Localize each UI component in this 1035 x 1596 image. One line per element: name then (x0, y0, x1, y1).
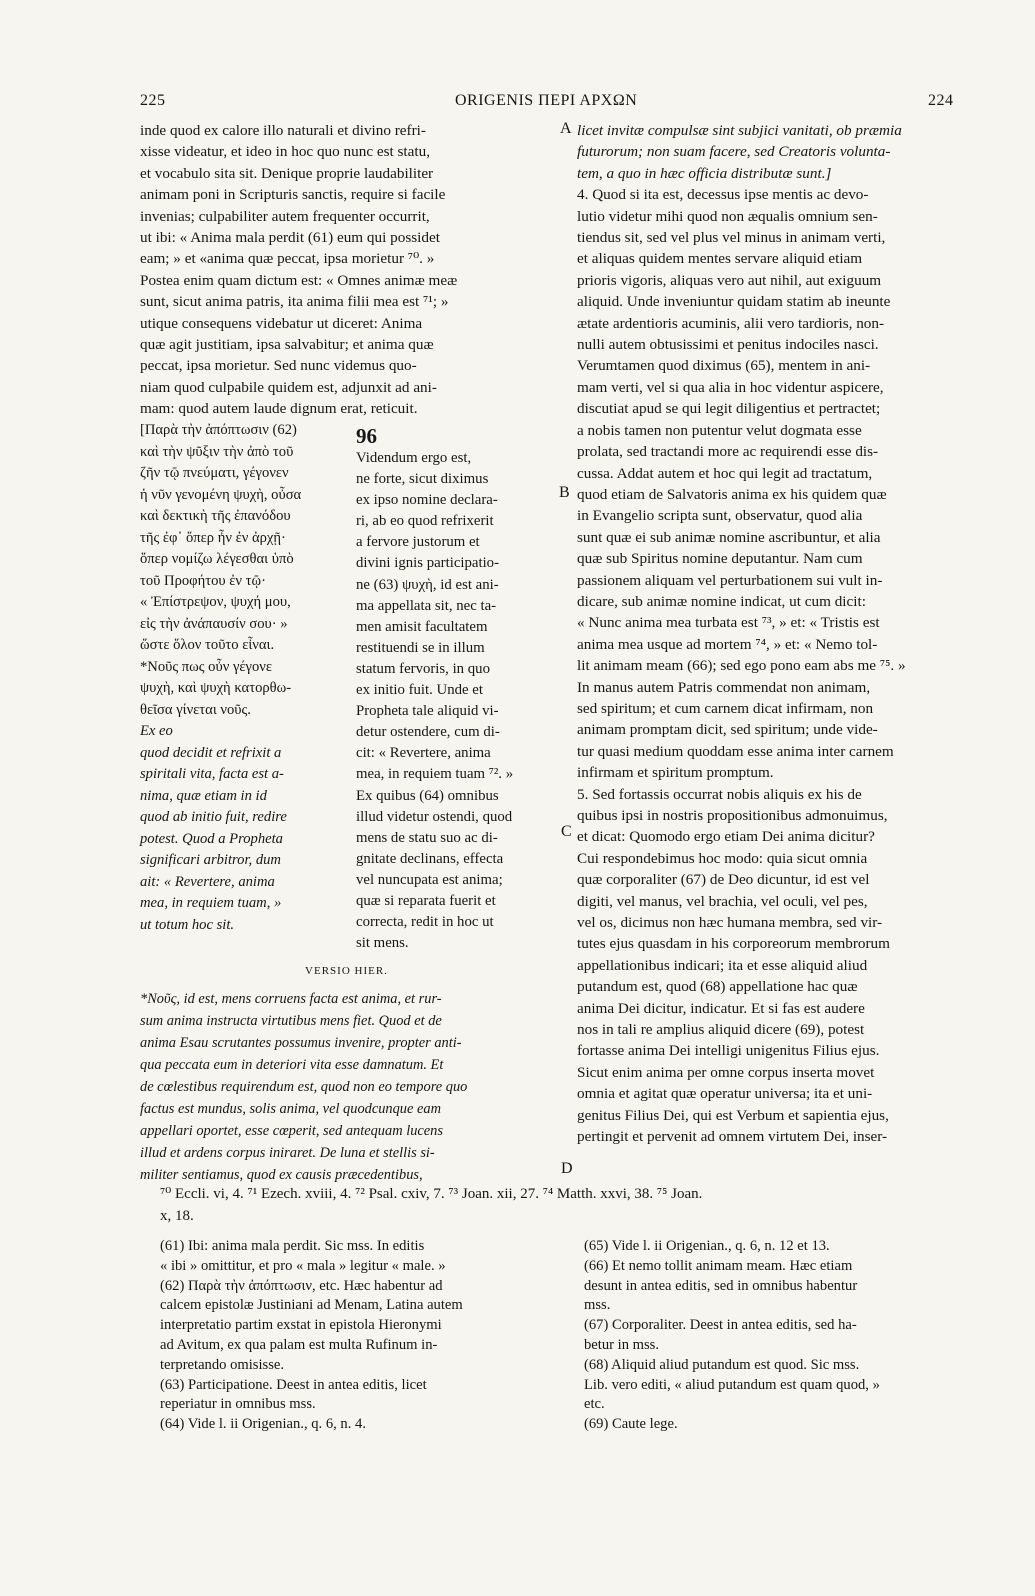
margin-letter-a: A (560, 120, 572, 137)
latin-line: Ex eo (140, 723, 173, 739)
versio-text (140, 988, 553, 1186)
text-line: eam; » et «anima quæ peccat, ipsa morietur ⁷⁰. » (140, 250, 435, 268)
text-line: utique consequens videbatur ut diceret: Anima (140, 314, 423, 332)
text-line: sunt, sicut anima patris, ita anima filii mea est ⁷¹; » (140, 293, 449, 311)
text-line: lutio videtur mihi quod non æqualis omnium sen- (577, 207, 878, 225)
text-line: quibus ipsi in nostris propositionibus admonuimus, (577, 807, 888, 824)
text-line: ex ipso nomine declara- (356, 492, 498, 509)
text-line: In manus autem Patris commendat non animam, (577, 678, 871, 696)
text-line: futurorum; non suam facere, sed Creatoris volunta- (577, 143, 891, 161)
greek-line: ὅπερ νομίζω λέγεσθαι ὑπὸ (140, 551, 294, 567)
note-line: (66) Et nemo tollit animam meam. Hæc etiam (584, 1257, 853, 1274)
notes-left (160, 1237, 555, 1435)
latin-line: ut totum hoc sit. (140, 916, 235, 933)
text-line: a fervore justorum et (356, 534, 480, 551)
greek-line: τῆς ἐφ᾽ ὅπερ ἦν ἐν ἀρχῇ· (140, 529, 286, 546)
text-line: mens de statu suo ac di- (356, 829, 498, 846)
text-line: omnia et agitat quæ operatur universa; ita et uni- (577, 1085, 873, 1103)
text-line: Propheta tale aliquid vi- (356, 703, 499, 720)
text-line: ne forte, sicut diximus (356, 471, 489, 488)
text-line: quæ agit justitiam, ipsa salvabitur; et anima quæ (140, 336, 434, 354)
versio-line: militer sentiamus, quod ex causis præcedentibus, (140, 1167, 423, 1183)
text-line: anima Dei dicitur, indicatur. Et si fas est audere (577, 999, 865, 1017)
text-line: discutiat apud se qui legit diligentius et pertractet; (577, 400, 881, 418)
text-line: prolata, sed tractandi more ac requirendi esse dis- (577, 443, 879, 461)
text-line: Sicut enim anima per omne corpus inserta movet (577, 1063, 875, 1081)
text-line: Postea enim quam dictum est: « Omnes animæ meæ (140, 271, 458, 289)
note-line: interpretatio partim exstat in epistola Hieronymi (160, 1317, 442, 1334)
text-line: « Nunc anima mea turbata est ⁷³, » et: « Tristis est (577, 614, 880, 632)
text-line: digiti, vel manus, vel brachia, vel oculi, vel pes, (577, 892, 868, 910)
text-line: tem, a quo in hæc officia distributæ sunt.] (577, 164, 832, 182)
note-line: (65) Vide l. ii Origenian., q. 6, n. 12 et 13. (584, 1238, 830, 1254)
running-title: ORIGENIS ΠΕΡΙ ΑΡΧΩΝ (455, 92, 638, 109)
text-line: et vocabulo sita sit. Denique proprie laudabiliter (140, 164, 434, 182)
text-line: quæ si reparata fuerit et (356, 892, 496, 909)
text-line: a nobis tamen non putentur velut dogmata esse (577, 421, 862, 439)
right-column (577, 120, 978, 1148)
text-line: putandum est, quod (68) appellatione hac quæ (577, 978, 858, 996)
note-line: (68) Aliquid aliud putandum est quod. Sic mss. (584, 1356, 860, 1373)
scripture-references (160, 1183, 1000, 1227)
note-line: terpretando omisisse. (160, 1356, 285, 1373)
text-line: illud videtur ostendi, quod (356, 808, 513, 825)
text-line: et aliquas quidem mentes servare aliquid etiam (577, 250, 863, 268)
note-line: etc. (584, 1396, 605, 1413)
greek-column (140, 420, 348, 936)
text-line: 5. Sed fortassis occurrat nobis aliquis ex his de (577, 785, 862, 803)
reference-line: ⁷⁰ Eccli. vi, 4. ⁷¹ Ezech. xviii, 4. ⁷² Psal. cxiv, 7. ⁷³ Joan. xii, 27. ⁷⁴ Matth. xxvi, 38. ⁷⁵ Joan. (160, 1186, 703, 1202)
greek-line: εἰς τὴν ἀνάπαυσίν σου· » (140, 615, 288, 632)
greek-line: ψυχὴ, καὶ ψυχὴ κατορθω- (140, 680, 292, 696)
greek-line: ὥστε ὅλον τοῦτο εἶναι. (140, 637, 275, 653)
text-line: nulli autem obtusissimi et penitus indociles nasci. (577, 336, 879, 354)
versio-title: VERSIO HIER. (305, 965, 388, 977)
latin-line: spiritali vita, facta est a- (140, 766, 284, 782)
text-line: peccat, ipsa morietur. Sed nunc videmus quo- (140, 357, 417, 375)
text-line: infirmam et spiritum promptum. (577, 764, 774, 782)
note-line: reperiatur in omnibus mss. (160, 1396, 316, 1413)
text-line: Verumtamen quod diximus (65), mentem in ani- (577, 357, 871, 375)
text-line: tur quasi medium quoddam esse anima inter carnem (577, 742, 894, 760)
text-line: ætate ardentioris acuminis, alii vero tardioris, non- (577, 314, 885, 332)
text-line: statum fervoris, in quo (356, 660, 490, 677)
latin-line: nima, quæ etiam in id (140, 787, 267, 804)
greek-line: τοῦ Προφήτου ἐν τῷ· (140, 572, 266, 589)
text-line: vel os, dicimus non hæc humana membra, sed vir- (577, 914, 883, 932)
text-line: passionem aliquam vel perturbationem sui vult in- (577, 571, 883, 589)
latin-line: significari arbitror, dum (140, 852, 281, 868)
text-line: quod etiam de Salvatoris anima ex his quidem quæ (577, 485, 887, 503)
greek-line: θεῖσα γίνεται νοῦς. (140, 701, 251, 718)
note-line: (64) Vide l. ii Origenian., q. 6, n. 4. (160, 1416, 366, 1433)
note-line: (67) Corporaliter. Deest in antea editis, sed ha- (584, 1317, 857, 1334)
latin-line: quod ab initio fuit, redire (140, 809, 287, 825)
text-line: genitus Filius Dei, qui est Verbum et sapientia ejus, (577, 1106, 889, 1124)
text-line: ex initio fuit. Unde et (356, 682, 483, 699)
text-line: correcta, redit in hoc ut (356, 914, 494, 931)
text-line: sed spiritum; et cum carnem dicat infirmam, non (577, 699, 874, 717)
text-line: cit: « Revertere, anima (356, 745, 491, 762)
text-line: dicare, sub animæ nomine indicat, ut cum dicit: (577, 592, 866, 610)
note-line: (61) Ibi: anima mala perdit. Sic mss. In editis (160, 1238, 425, 1254)
versio-line: de cœlestibus requirendum est, quod non eo tempore quo (140, 1079, 468, 1095)
text-line: sunt quæ ei sub animæ nomine ascribuntur, et alia (577, 528, 881, 546)
text-line: ri, ab eo quod refrixerit (356, 513, 494, 530)
text-line: lit animam meam (66); sed ego pono eam abs me ⁷⁵. » (577, 657, 906, 675)
text-line: in Evangelio scripta sunt, observatur, quod alia (577, 507, 863, 525)
versio-line: sum anima instructa virtutibus mens fiet. Quod et de (140, 1013, 442, 1029)
greek-line: « Ἐπίστρεψον, ψυχή μου, (140, 594, 291, 610)
note-line: « ibi » omittitur, et pro « mala » legitur « male. » (160, 1257, 446, 1274)
versio-line: *Νοῦς, id est, mens corruens facta est anima, et rur- (140, 991, 442, 1007)
text-line: gnitate declinans, effecta (356, 850, 504, 867)
text-line: fortasse anima Dei intelligi unigenitus Filius ejus. (577, 1042, 880, 1060)
note-line: ad Avitum, ex qua palam est multa Rufinum in- (160, 1336, 438, 1353)
text-line: cussa. Addat autem et hoc qui legit ad tractatum, (577, 464, 873, 482)
greek-line: *Νοῦς πως οὖν γέγονε (140, 658, 273, 675)
text-line: animam promptam dicit, sed spiritum; unde vide- (577, 721, 878, 739)
text-line: inde quod ex calore illo naturali et divino refri- (140, 122, 426, 139)
greek-line: καὶ τὴν ψῦξιν τὴν ἀπὸ τοῦ (140, 443, 294, 460)
middle-column (356, 448, 556, 954)
text-line: et dicat: Quomodo ergo etiam Dei anima dicitur? (577, 828, 875, 846)
page-number-left: 225 (140, 92, 166, 109)
versio-line: anima Esau scrutantes possumus invenire, propter anti- (140, 1035, 462, 1051)
text-line: aliquid. Unde inveniuntur quidam statim ab ineunte (577, 293, 891, 311)
text-line: tiendus sit, sed vel plus vel minus in animam verti, (577, 229, 886, 247)
text-line: mea, in requiem tuam ⁷². » (356, 766, 514, 783)
text-line: Cui respondebimus hoc modo: quia sicut omnia (577, 849, 868, 867)
note-line: betur in mss. (584, 1336, 659, 1353)
greek-line: [Παρὰ τὴν ἀπόπτωσιν (62) (140, 422, 297, 438)
text-line: appellationibus indicari; ita et esse aliquid aliud (577, 956, 868, 974)
text-line: 4. Quod si ita est, decessus ipse mentis ac devo- (577, 186, 869, 204)
text-line: invenias; culpabiliter autem frequenter occurrit, (140, 207, 430, 225)
text-line: pertingit et pervenit ad omnem virtutem Dei, inser- (577, 1128, 888, 1146)
text-line: prioris vigoris, aliquas vero aut nihil, aut exiguum (577, 271, 882, 289)
note-line: (62) Παρὰ τὴν ἀπόπτωσιν, etc. Hæc habentur ad (160, 1277, 443, 1294)
latin-line: quod decidit et refrixit a (140, 744, 282, 761)
page-number-right: 224 (928, 92, 954, 109)
text-line: ma appellata sit, nec ta- (356, 597, 497, 614)
text-line: nos in tali re amplius aliquid dicere (69), potest (577, 1021, 865, 1039)
text-line: animam poni in Scripturis sanctis, require si facile (140, 186, 446, 204)
latin-line: ait: « Revertere, anima (140, 873, 275, 890)
column-number: 96 (356, 424, 377, 448)
reference-line: x, 18. (160, 1208, 194, 1224)
note-line: (69) Caute lege. (584, 1416, 678, 1433)
text-line: Videndum ergo est, (356, 450, 472, 466)
text-line: men amisit facultatem (356, 618, 488, 635)
text-line: quæ sub Spiritus nomine deputantur. Nam cum (577, 550, 863, 568)
note-line: (63) Participatione. Deest in antea editis, licet (160, 1376, 427, 1393)
text-line: restituendi se in illum (356, 639, 485, 656)
greek-line: καὶ δεκτικὴ τῆς ἐπανόδου (140, 508, 291, 524)
margin-letter-c: C (561, 823, 572, 840)
versio-line: factus est mundus, solis anima, vel quodcunque eam (140, 1101, 441, 1117)
note-line: Lib. vero editi, « aliud putandum est quam quod, » (584, 1376, 880, 1393)
margin-letter-d: D (561, 1160, 573, 1177)
text-line: ut ibi: « Anima mala perdit (61) eum qui possidet (140, 229, 440, 247)
text-line: vel nuncupata est anima; (356, 871, 503, 888)
versio-line: qua peccata eum in deteriori vita esse damnatum. Et (140, 1057, 444, 1073)
note-line: mss. (584, 1297, 611, 1314)
latin-line: potest. Quod a Propheta (140, 830, 283, 847)
text-line: niam quod culpabile quidem est, adjunxit ad ani- (140, 378, 437, 396)
text-line: divini ignis participatio- (356, 555, 500, 572)
versio-line: illud et ardens corpus iniraret. De luna et stellis si- (140, 1145, 435, 1161)
latin-line: mea, in requiem tuam, » (140, 895, 282, 911)
text-line: Ex quibus (64) omnibus (356, 787, 499, 804)
notes-right (584, 1237, 979, 1435)
versio-line: appellari oportet, esse cœperit, sed antequam lucens (140, 1123, 443, 1139)
text-line: mam verti, vel si qua alia in hoc videntur aspicere, (577, 378, 884, 396)
note-line: calcem epistolæ Justiniani ad Menam, Latina autem (160, 1297, 463, 1314)
margin-letter-b: B (559, 484, 570, 501)
text-line: ne (63) ψυχὴ, id est ani- (356, 576, 499, 593)
text-line: detur ostendere, cum di- (356, 724, 500, 741)
text-line: xisse videatur, et ideo in hoc quo nunc est statu, (140, 143, 431, 161)
greek-line: ἡ νῦν γενομένη ψυχὴ, οὖσα (140, 486, 302, 503)
text-line: tutes ejus quasdam in his corporeorum membrorum (577, 935, 890, 953)
text-line: mam: quod autem laude dignum erat, reticuit. (140, 400, 418, 418)
text-line: anima mea usque ad mortem ⁷⁴, » et: « Nemo tol- (577, 635, 878, 653)
text-line: sit mens. (356, 935, 409, 952)
text-line: quæ corporaliter (67) de Deo dicuntur, id est vel (577, 871, 870, 889)
text-line: licet invitæ compulsæ sint subjici vanitati, ob præmia (577, 122, 902, 139)
left-column-top (140, 120, 553, 420)
greek-line: ζῆν τῷ πνεύματι, γέγονεν (140, 465, 289, 481)
note-line: desunt in antea editis, sed in omnibus habentur (584, 1277, 858, 1294)
